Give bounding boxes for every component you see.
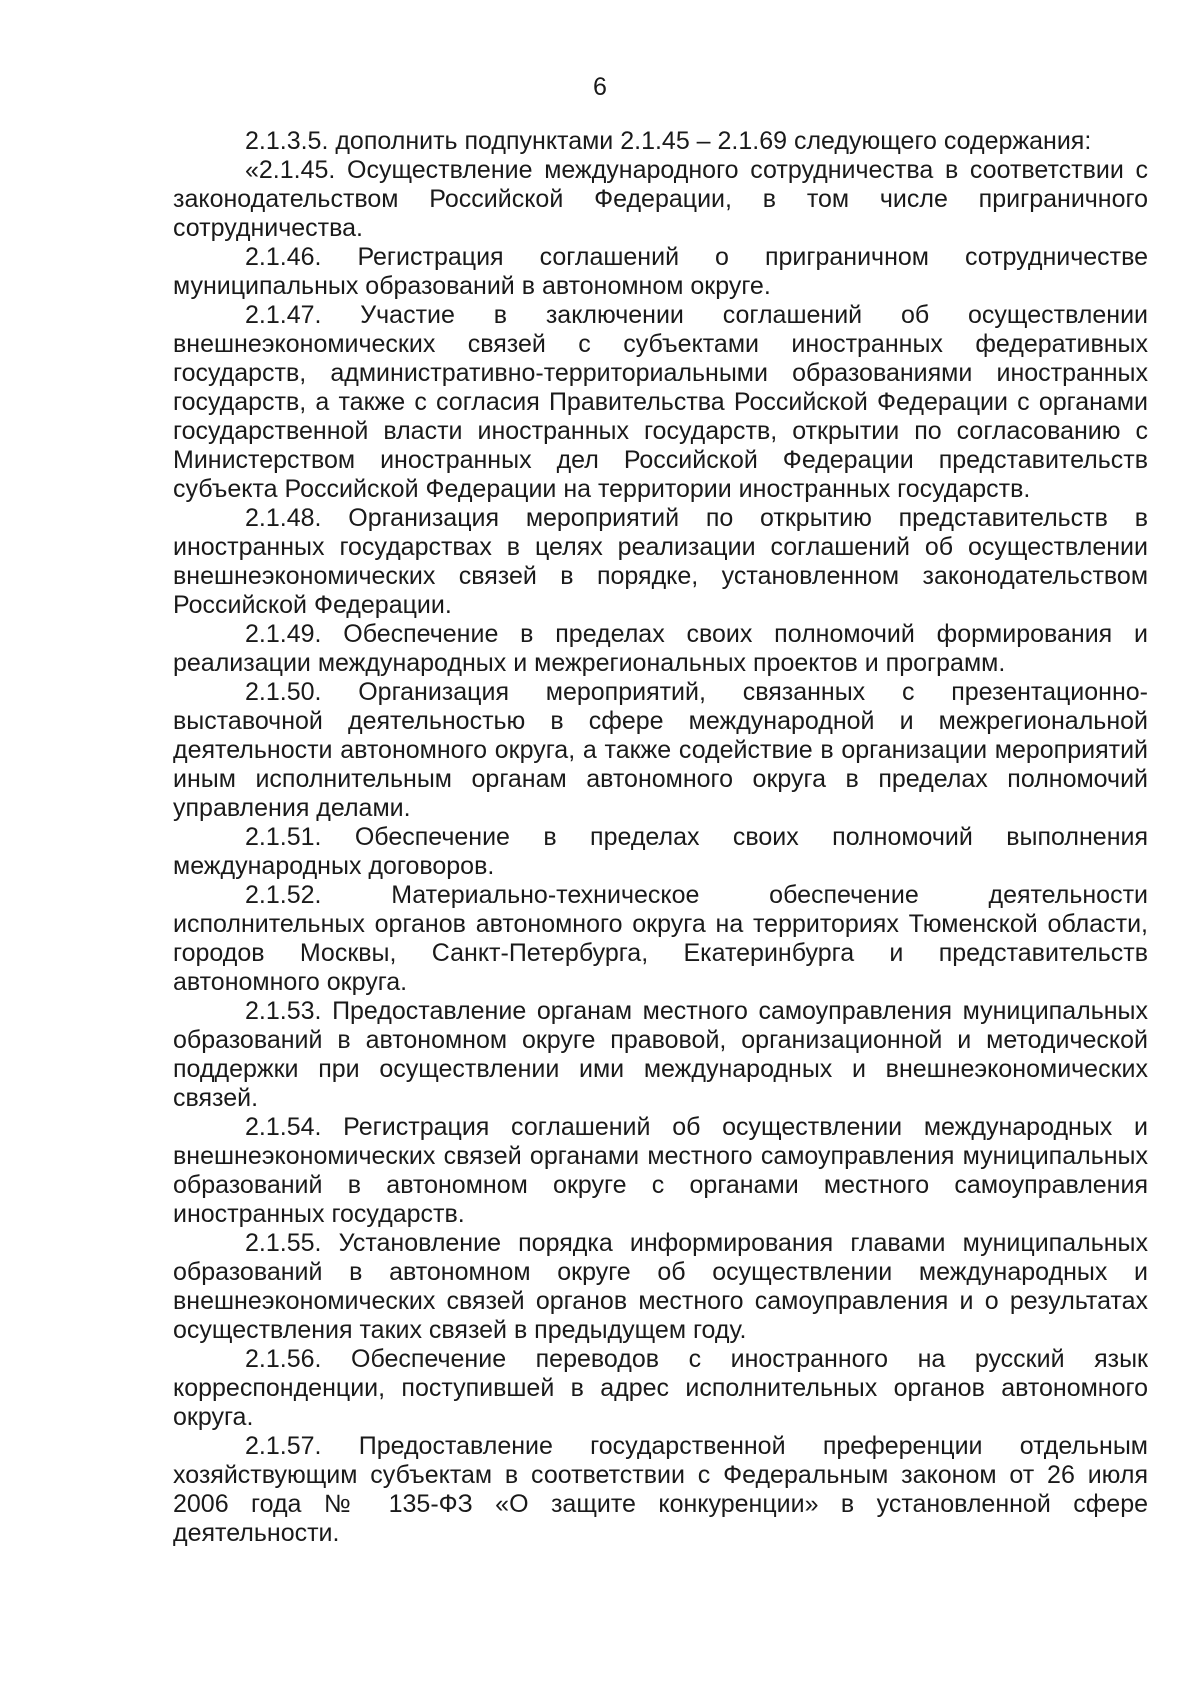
paragraph-2-1-46: 2.1.46. Регистрация соглашений о приграничном сотрудничестве муниципальных образований в автономном округе. — [173, 243, 1148, 300]
paragraph-2-1-55: 2.1.55. Установление порядка информирования главами муниципальных образований в автономном округе об осуществлении международных и внешнеэкономических связей органов местного самоуправления и о результатах осуществления таких связей в предыдущем году. — [173, 1229, 1148, 1344]
paragraph-2-1-47: 2.1.47. Участие в заключении соглашений об осуществлении внешнеэкономических связей с субъектами иностранных федеративных государств, административно-территориальными образованиями иностранных государств, а также с согласия Правительства Российской Федерации с органами государственной власти иностранных государств, открытии по согласованию с Министерством иностранных дел Российской Федерации представительств субъекта Российской Федерации на территории иностранных государств. — [173, 301, 1148, 503]
paragraph-2-1-50: 2.1.50. Организация мероприятий, связанных с презентационно-выставочной деятельностью в сфере международной и межрегиональной деятельности автономного округа, а также содействие в организации мероприятий иным исполнительным органам автономного округа в пределах полномочий управления делами. — [173, 678, 1148, 822]
paragraph-2-1-3-5: 2.1.3.5. дополнить подпунктами 2.1.45 – 2.1.69 следующего содержания: — [245, 127, 1092, 155]
paragraph-2-1-53: 2.1.53. Предоставление органам местного самоуправления муниципальных образований в автономном округе правовой, организационной и методической поддержки при осуществлении ими международных и внешнеэкономических связей. — [173, 997, 1148, 1112]
paragraph-2-1-49: 2.1.49. Обеспечение в пределах своих полномочий формирования и реализации международных и межрегиональных проектов и программ. — [173, 620, 1148, 677]
paragraph-2-1-48: 2.1.48. Организация мероприятий по открытию представительств в иностранных государствах в целях реализации соглашений об осуществлении внешнеэкономических связей в порядке, установленном законодательством Российской Федерации. — [173, 504, 1148, 619]
paragraph-2-1-45: «2.1.45. Осуществление международного сотрудничества в соответствии с законодательством Российской Федерации, в том числе приграничного сотрудничества. — [173, 156, 1148, 242]
paragraph-2-1-57: 2.1.57. Предоставление государственной преференции отдельным хозяйствующим субъектам в соответствии с Федеральным законом от 26 июля 2006 года № 135-ФЗ «О защите конкуренции» в установленной сфере деятельности. — [173, 1432, 1148, 1547]
paragraph-2-1-51: 2.1.51. Обеспечение в пределах своих полномочий выполнения международных договоров. — [173, 823, 1148, 880]
paragraph-2-1-52: 2.1.52. Материально-техническое обеспечение деятельности исполнительных органов автономного округа на территориях Тюменской области, городов Москвы, Санкт-Петербурга, Екатеринбурга и представительств автономного округа. — [173, 881, 1148, 996]
paragraph-2-1-56: 2.1.56. Обеспечение переводов с иностранного на русский язык корреспонденции, поступившей в адрес исполнительных органов автономного округа. — [173, 1345, 1148, 1431]
page-number: 6 — [593, 73, 607, 101]
document-body — [173, 127, 1148, 1548]
paragraph-2-1-54: 2.1.54. Регистрация соглашений об осуществлении международных и внешнеэкономических связей органами местного самоуправления муниципальных образований в автономном округе с органами местного самоуправления иностранных государств. — [173, 1113, 1148, 1228]
